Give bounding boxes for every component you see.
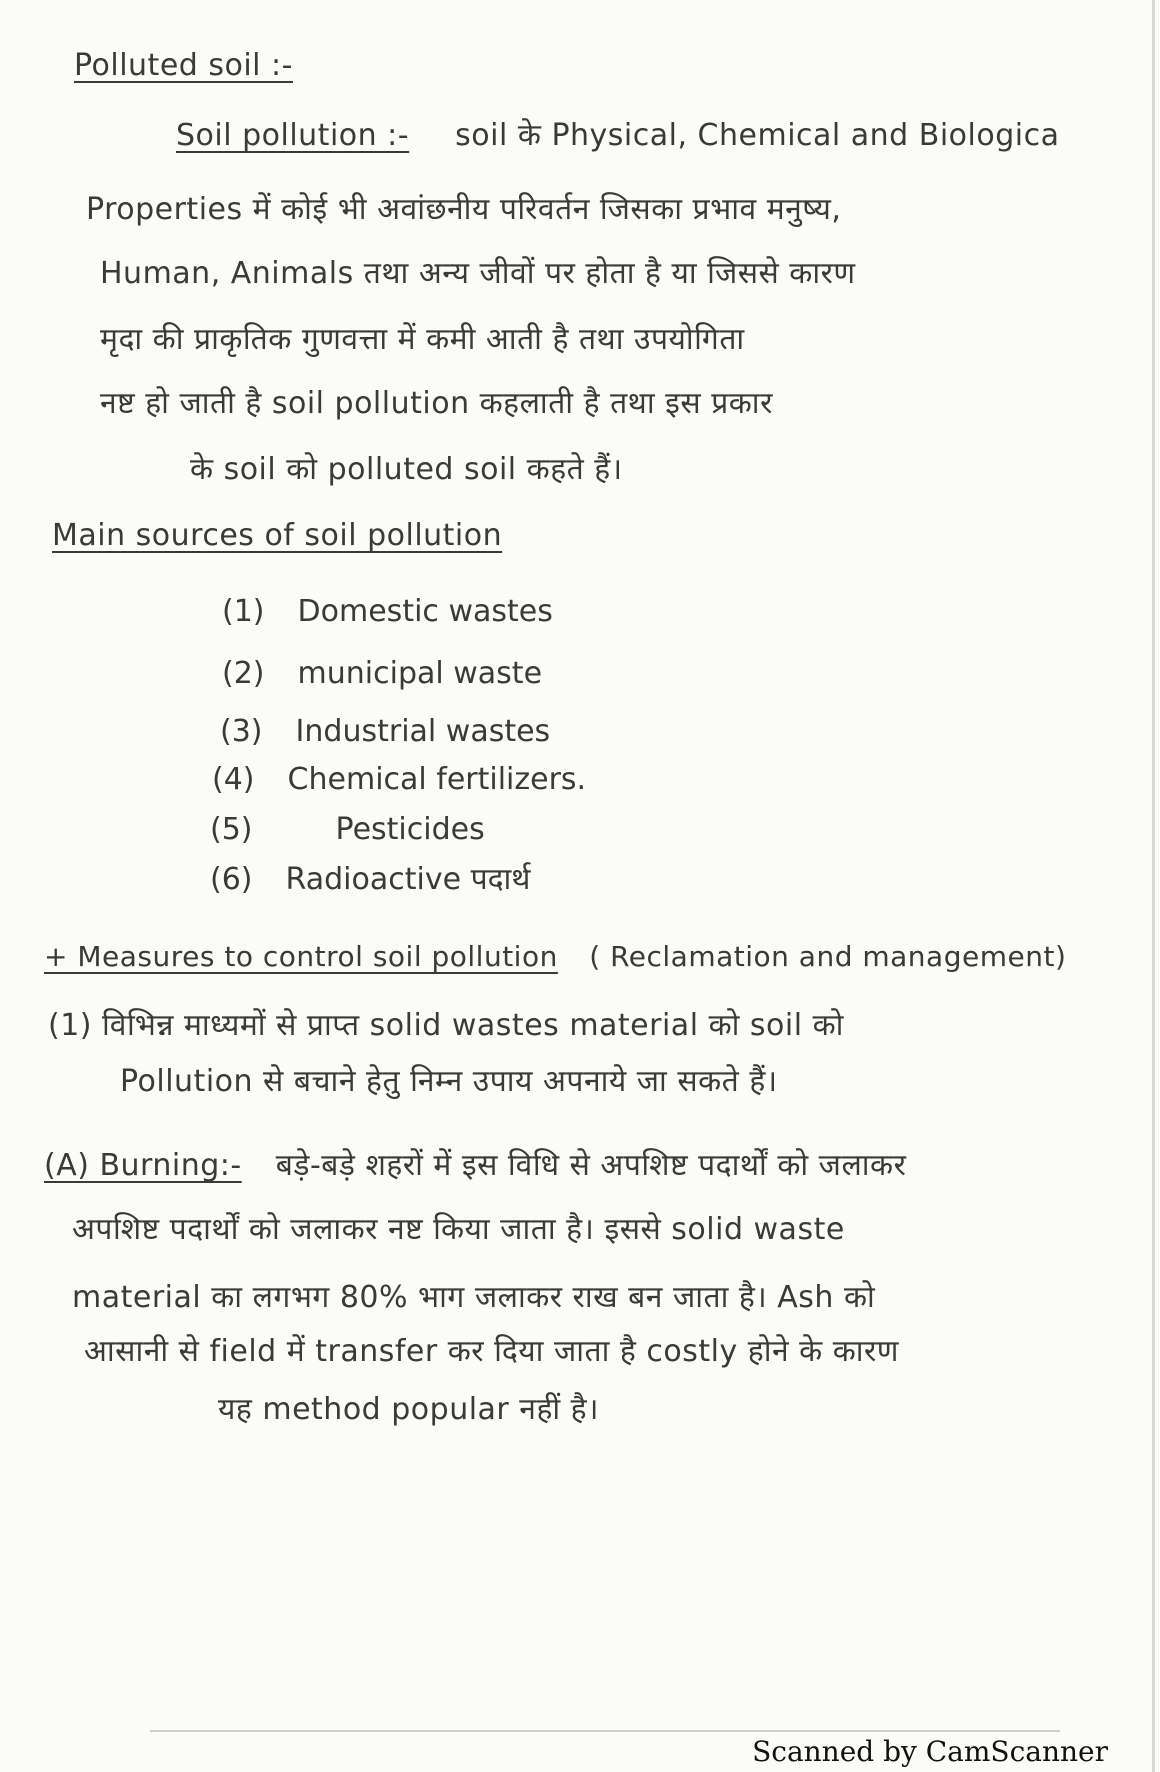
source-item — [222, 594, 553, 630]
burning-first-line — [44, 1148, 906, 1184]
measures-heading-line — [44, 940, 1066, 974]
source-item — [210, 862, 530, 898]
definition-line-1: Properties में कोई भी अवांछनीय परिवर्तन जिसका प्रभाव मनुष्य, — [86, 192, 842, 227]
burning-line-4: यह method popular नहीं है। — [218, 1392, 599, 1427]
source-item — [220, 714, 550, 750]
burning-line-3: आसानी से field में transfer कर दिया जाता है costly होने के कारण — [84, 1334, 899, 1369]
source-item-text: Domestic wastes — [297, 594, 553, 629]
source-item-number: (6) — [210, 862, 253, 897]
source-item — [222, 656, 542, 692]
burning-line-2: material का लगभग 80% भाग जलाकर राख बन जाता है। Ash को — [72, 1280, 876, 1315]
source-item-text: Radioactive पदार्थ — [285, 862, 531, 897]
source-item-number: (1) — [222, 594, 265, 629]
definition-first-line — [176, 118, 1059, 154]
measures-heading: + Measures to control soil pollution — [44, 940, 558, 973]
definition-line-2: Human, Animals तथा अन्य जीवों पर होता है या जिससे कारण — [100, 256, 856, 291]
source-item-text: municipal waste — [297, 656, 543, 691]
sources-heading: Main sources of soil pollution — [52, 518, 503, 553]
source-item-number: (3) — [220, 714, 263, 749]
scanner-watermark: Scanned by CamScanner — [752, 1735, 1108, 1768]
source-item-text: Industrial wastes — [295, 714, 551, 749]
source-item-text: Chemical fertilizers. — [287, 762, 587, 797]
definition-line-3: मृदा की प्राकृतिक गुणवत्ता में कमी आती है तथा उपयोगिता — [100, 322, 745, 357]
page-edge — [1152, 0, 1155, 1772]
measures-heading-suffix: ( Reclamation and management) — [589, 940, 1067, 973]
burning-label: (A) Burning:- — [44, 1148, 242, 1183]
source-item-number: (2) — [222, 656, 265, 691]
measure-point-1-line-0: (1) विभिन्न माध्यमों से प्राप्त solid wastes material को soil को — [48, 1008, 844, 1043]
definition-line-5: के soil को polluted soil कहते हैं। — [190, 452, 623, 487]
source-item — [210, 812, 485, 848]
burning-line-0: बड़े-बड़े शहरों में इस विधि से अपशिष्ट पदार्थों को जलाकर — [275, 1148, 907, 1183]
source-item-number: (4) — [212, 762, 255, 797]
page-title: Polluted soil :- — [74, 48, 293, 83]
measure-point-1-line-1: Pollution से बचाने हेतु निम्न उपाय अपनाये जा सकते हैं। — [120, 1064, 778, 1099]
source-item — [212, 762, 586, 798]
definition-line-4: नष्ट हो जाती है soil pollution कहलाती है तथा इस प्रकार — [100, 386, 773, 421]
definition-line-0: soil के Physical, Chemical and Biologica — [455, 118, 1060, 153]
definition-label: Soil pollution :- — [176, 118, 410, 153]
source-item-text: Pesticides — [335, 812, 485, 847]
source-item-number: (5) — [210, 812, 253, 847]
burning-line-1: अपशिष्ट पदार्थों को जलाकर नष्ट किया जाता है। इससे solid waste — [72, 1212, 845, 1247]
bottom-rule — [150, 1730, 1060, 1732]
